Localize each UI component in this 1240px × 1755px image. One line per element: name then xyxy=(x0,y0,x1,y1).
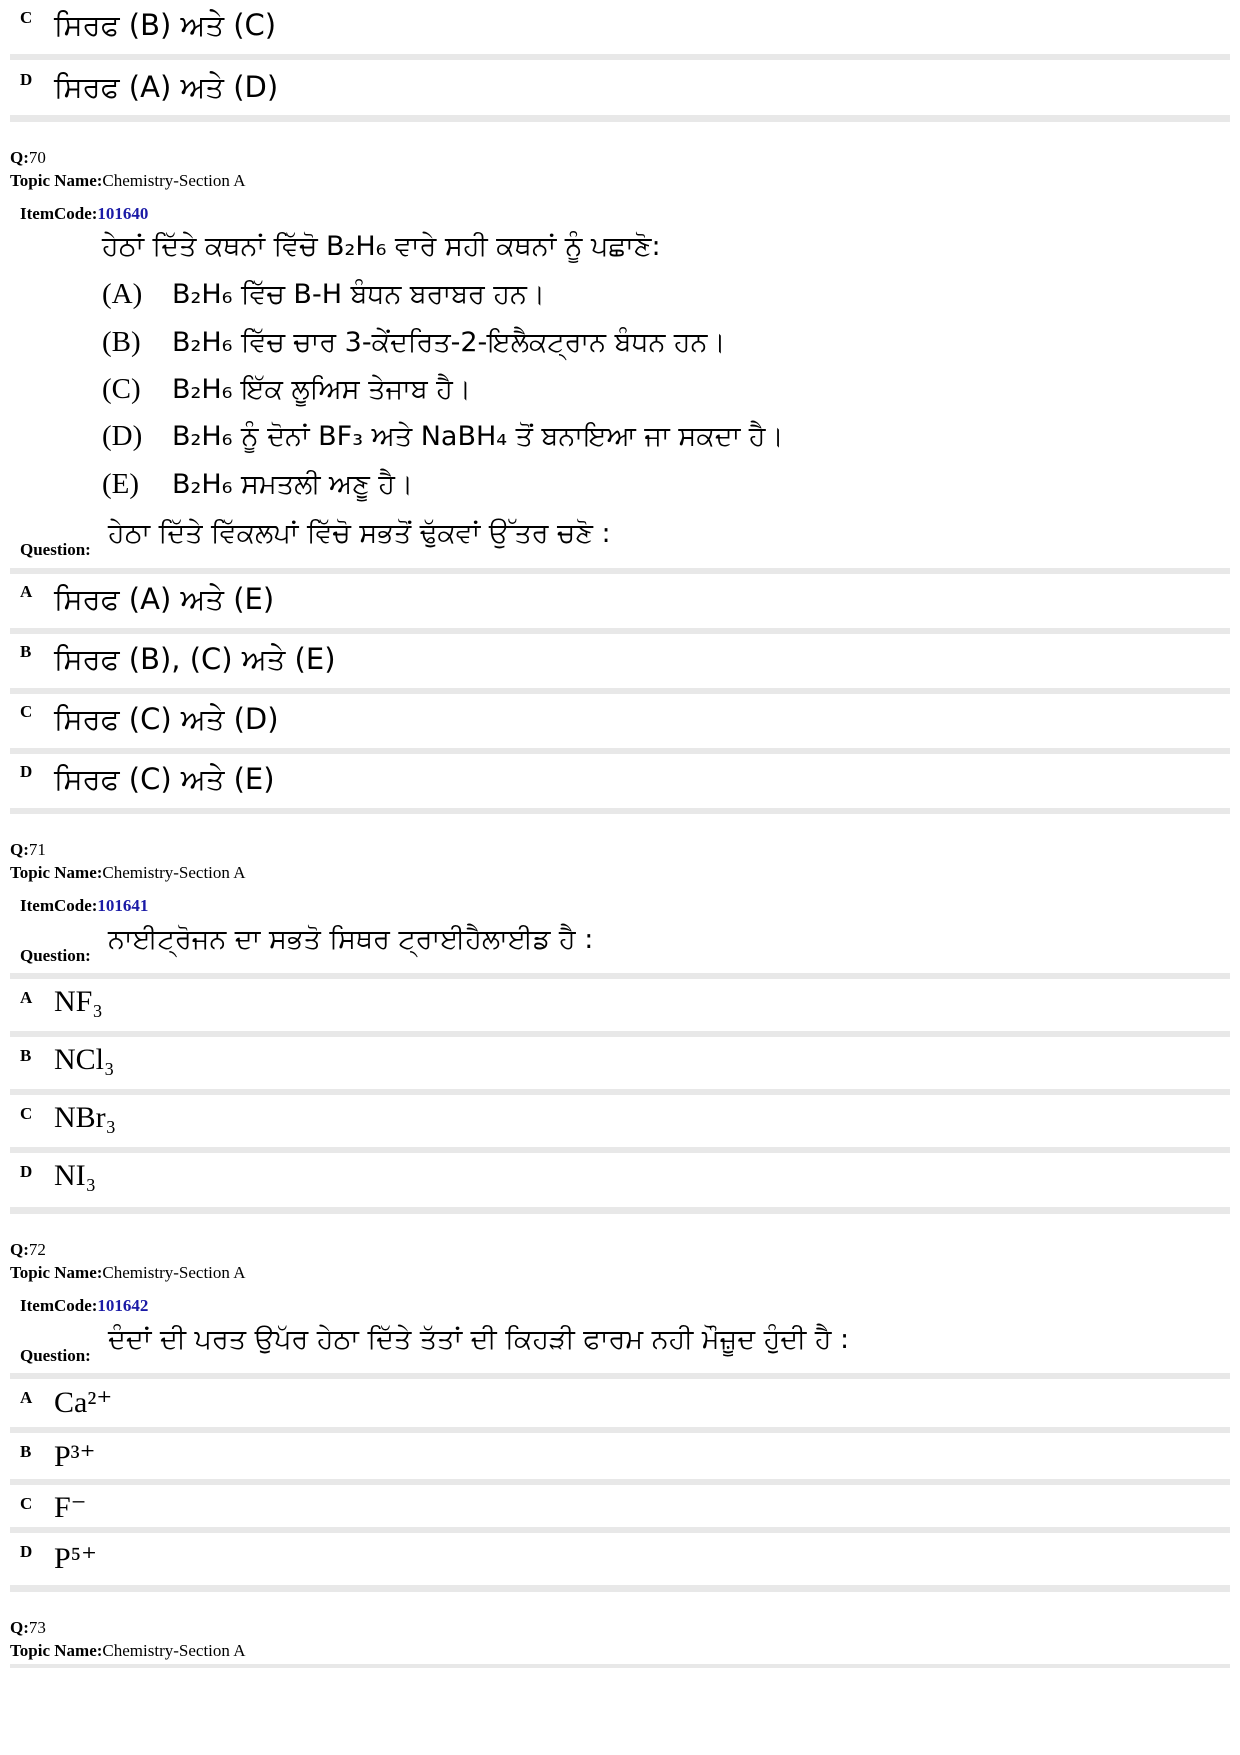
statement-d: (D) B₂H₆ ਨੂੰ ਦੋਨਾਂ BF₃ ਅਤੇ NaBH₄ ਤੋਂ ਬਨਾਇਆ ਜਾ ਸਕਦਾ ਹੈ। xyxy=(102,420,784,452)
q72-option-b[interactable] xyxy=(10,1433,1230,1479)
statement-b: (B) B₂H₆ ਵਿੱਚ ਚਾਰ 3-ਕੇਂਦਰਿਤ-2-ਇਲੈਕਟ੍ਰਾਨ ਬੰਧਨ ਹਨ। xyxy=(102,326,726,358)
q72-option-a[interactable] xyxy=(10,1379,1230,1427)
question-text: ਨਾਈਟ੍ਰੋਜਨ ਦਾ ਸਭਤੋ ਸਿਥਰ ਟ੍ਰਾਈਹੈਲਾਈਡ ਹੈ : xyxy=(108,924,594,955)
option-letter: C xyxy=(20,702,33,721)
question-number: Q:72 xyxy=(10,1240,46,1259)
q70-option-a[interactable] xyxy=(10,574,1230,628)
question-label: Question: xyxy=(20,946,91,965)
option-letter: A xyxy=(20,582,33,601)
option-text: ਸਿਰਫ (B) ਅਤੇ (C) xyxy=(54,8,277,42)
option-text: NBr₃ xyxy=(54,1101,117,1134)
option-text: ਸਿਰਫ (C) ਅਤੇ (E) xyxy=(54,762,275,796)
question-intro: ਹੇਠਾਂ ਦਿੱਤੇ ਕਥਨਾਂ ਵਿੱਚੋ B₂H₆ ਵਾਰੇ ਸਹੀ ਕਥਨਾਂ ਨੂੰ ਪਛਾਣੋ: xyxy=(102,231,661,262)
item-code: ItemCode:101641 xyxy=(20,896,149,915)
question-label: Question: xyxy=(20,1346,91,1365)
q72-stem xyxy=(10,1288,1230,1373)
option-letter: B xyxy=(20,642,32,661)
q70-option-b[interactable] xyxy=(10,634,1230,688)
q73-box-top-border xyxy=(10,1664,1230,1668)
item-code: ItemCode:101642 xyxy=(20,1296,149,1315)
q69-option-c[interactable] xyxy=(10,0,1230,54)
item-code: ItemCode:101640 xyxy=(20,204,149,223)
q69-options-box xyxy=(10,0,1230,122)
statement-c: (C) B₂H₆ ਇੱਕ ਲੂਅਿਸ ਤੇਜਾਬ ਹੈ। xyxy=(102,373,472,405)
option-text: NCl₃ xyxy=(54,1043,115,1076)
option-letter: D xyxy=(20,70,33,89)
question-label: Question: xyxy=(20,540,91,559)
option-letter: C xyxy=(20,8,33,27)
option-text: ਸਿਰਫ (C) ਅਤੇ (D) xyxy=(54,702,279,736)
q71-question-box xyxy=(10,888,1230,1214)
q70-option-c[interactable] xyxy=(10,694,1230,748)
q70-stem xyxy=(10,196,1230,568)
topic-name: Topic Name:Chemistry-Section A xyxy=(10,1641,246,1660)
topic-name: Topic Name:Chemistry-Section A xyxy=(10,1263,246,1282)
option-text: NI₃ xyxy=(54,1159,97,1192)
q69-option-d[interactable] xyxy=(10,60,1230,115)
question-number: Q:73 xyxy=(10,1618,46,1637)
option-text: P⁵⁺ xyxy=(54,1542,97,1575)
option-text: F⁻ xyxy=(54,1491,87,1524)
option-text: ਸਿਰਫ (B), (C) ਅਤੇ (E) xyxy=(54,642,336,676)
topic-name: Topic Name:Chemistry-Section A xyxy=(10,863,246,882)
q72-option-d[interactable] xyxy=(10,1533,1230,1585)
option-text: NF₃ xyxy=(54,985,103,1018)
q71-option-a[interactable] xyxy=(10,979,1230,1031)
option-letter: A xyxy=(20,1388,33,1407)
q71-stem xyxy=(10,888,1230,973)
option-letter: C xyxy=(20,1494,33,1513)
statement-a: (A) B₂H₆ ਵਿੱਚ B-H ਬੰਧਨ ਬਰਾਬਰ ਹਨ। xyxy=(102,278,546,310)
option-letter: B xyxy=(20,1046,32,1065)
option-text: Ca²⁺ xyxy=(54,1386,113,1419)
option-text: ਸਿਰਫ (A) ਅਤੇ (E) xyxy=(54,582,275,616)
question-number: Q:70 xyxy=(10,148,46,167)
option-letter: D xyxy=(20,762,33,781)
option-letter: B xyxy=(20,1442,32,1461)
q71-option-b[interactable] xyxy=(10,1037,1230,1089)
option-text: P³⁺ xyxy=(54,1440,96,1473)
option-letter: A xyxy=(20,988,33,1007)
option-letter: D xyxy=(20,1162,33,1181)
option-text: ਸਿਰਫ (A) ਅਤੇ (D) xyxy=(54,70,279,104)
question-number: Q:71 xyxy=(10,840,46,859)
topic-name: Topic Name:Chemistry-Section A xyxy=(10,171,246,190)
question-text: ਹੇਠਾ ਦਿੱਤੇ ਵਿੱਕਲਪਾਂ ਵਿੱਚੋ ਸਭਤੋਂ ਢੁੱਕਵਾਂ ਉੱਤਰ ਚਣੋ : xyxy=(108,518,611,549)
q70-question-box xyxy=(10,196,1230,814)
q70-option-d[interactable] xyxy=(10,754,1230,808)
q71-option-c[interactable] xyxy=(10,1095,1230,1147)
question-text: ਦੰਦਾਂ ਦੀ ਪਰਤ ਉਪੱਰ ਹੇਠਾ ਦਿੱਤੇ ਤੱਤਾਂ ਦੀ ਕਿਹੜੀ ਫਾਰਮ ਨਹੀ ਮੌਜ਼ੂਦ ਹੁੰਦੀ ਹੈ : xyxy=(108,1324,850,1355)
q71-option-d[interactable] xyxy=(10,1153,1230,1207)
statement-e: (E) B₂H₆ ਸਮਤਲੀ ਅਣੂ ਹੈ। xyxy=(102,468,414,500)
option-letter: D xyxy=(20,1542,33,1561)
q72-option-c[interactable] xyxy=(10,1485,1230,1527)
option-letter: C xyxy=(20,1104,33,1123)
q72-question-box xyxy=(10,1288,1230,1592)
